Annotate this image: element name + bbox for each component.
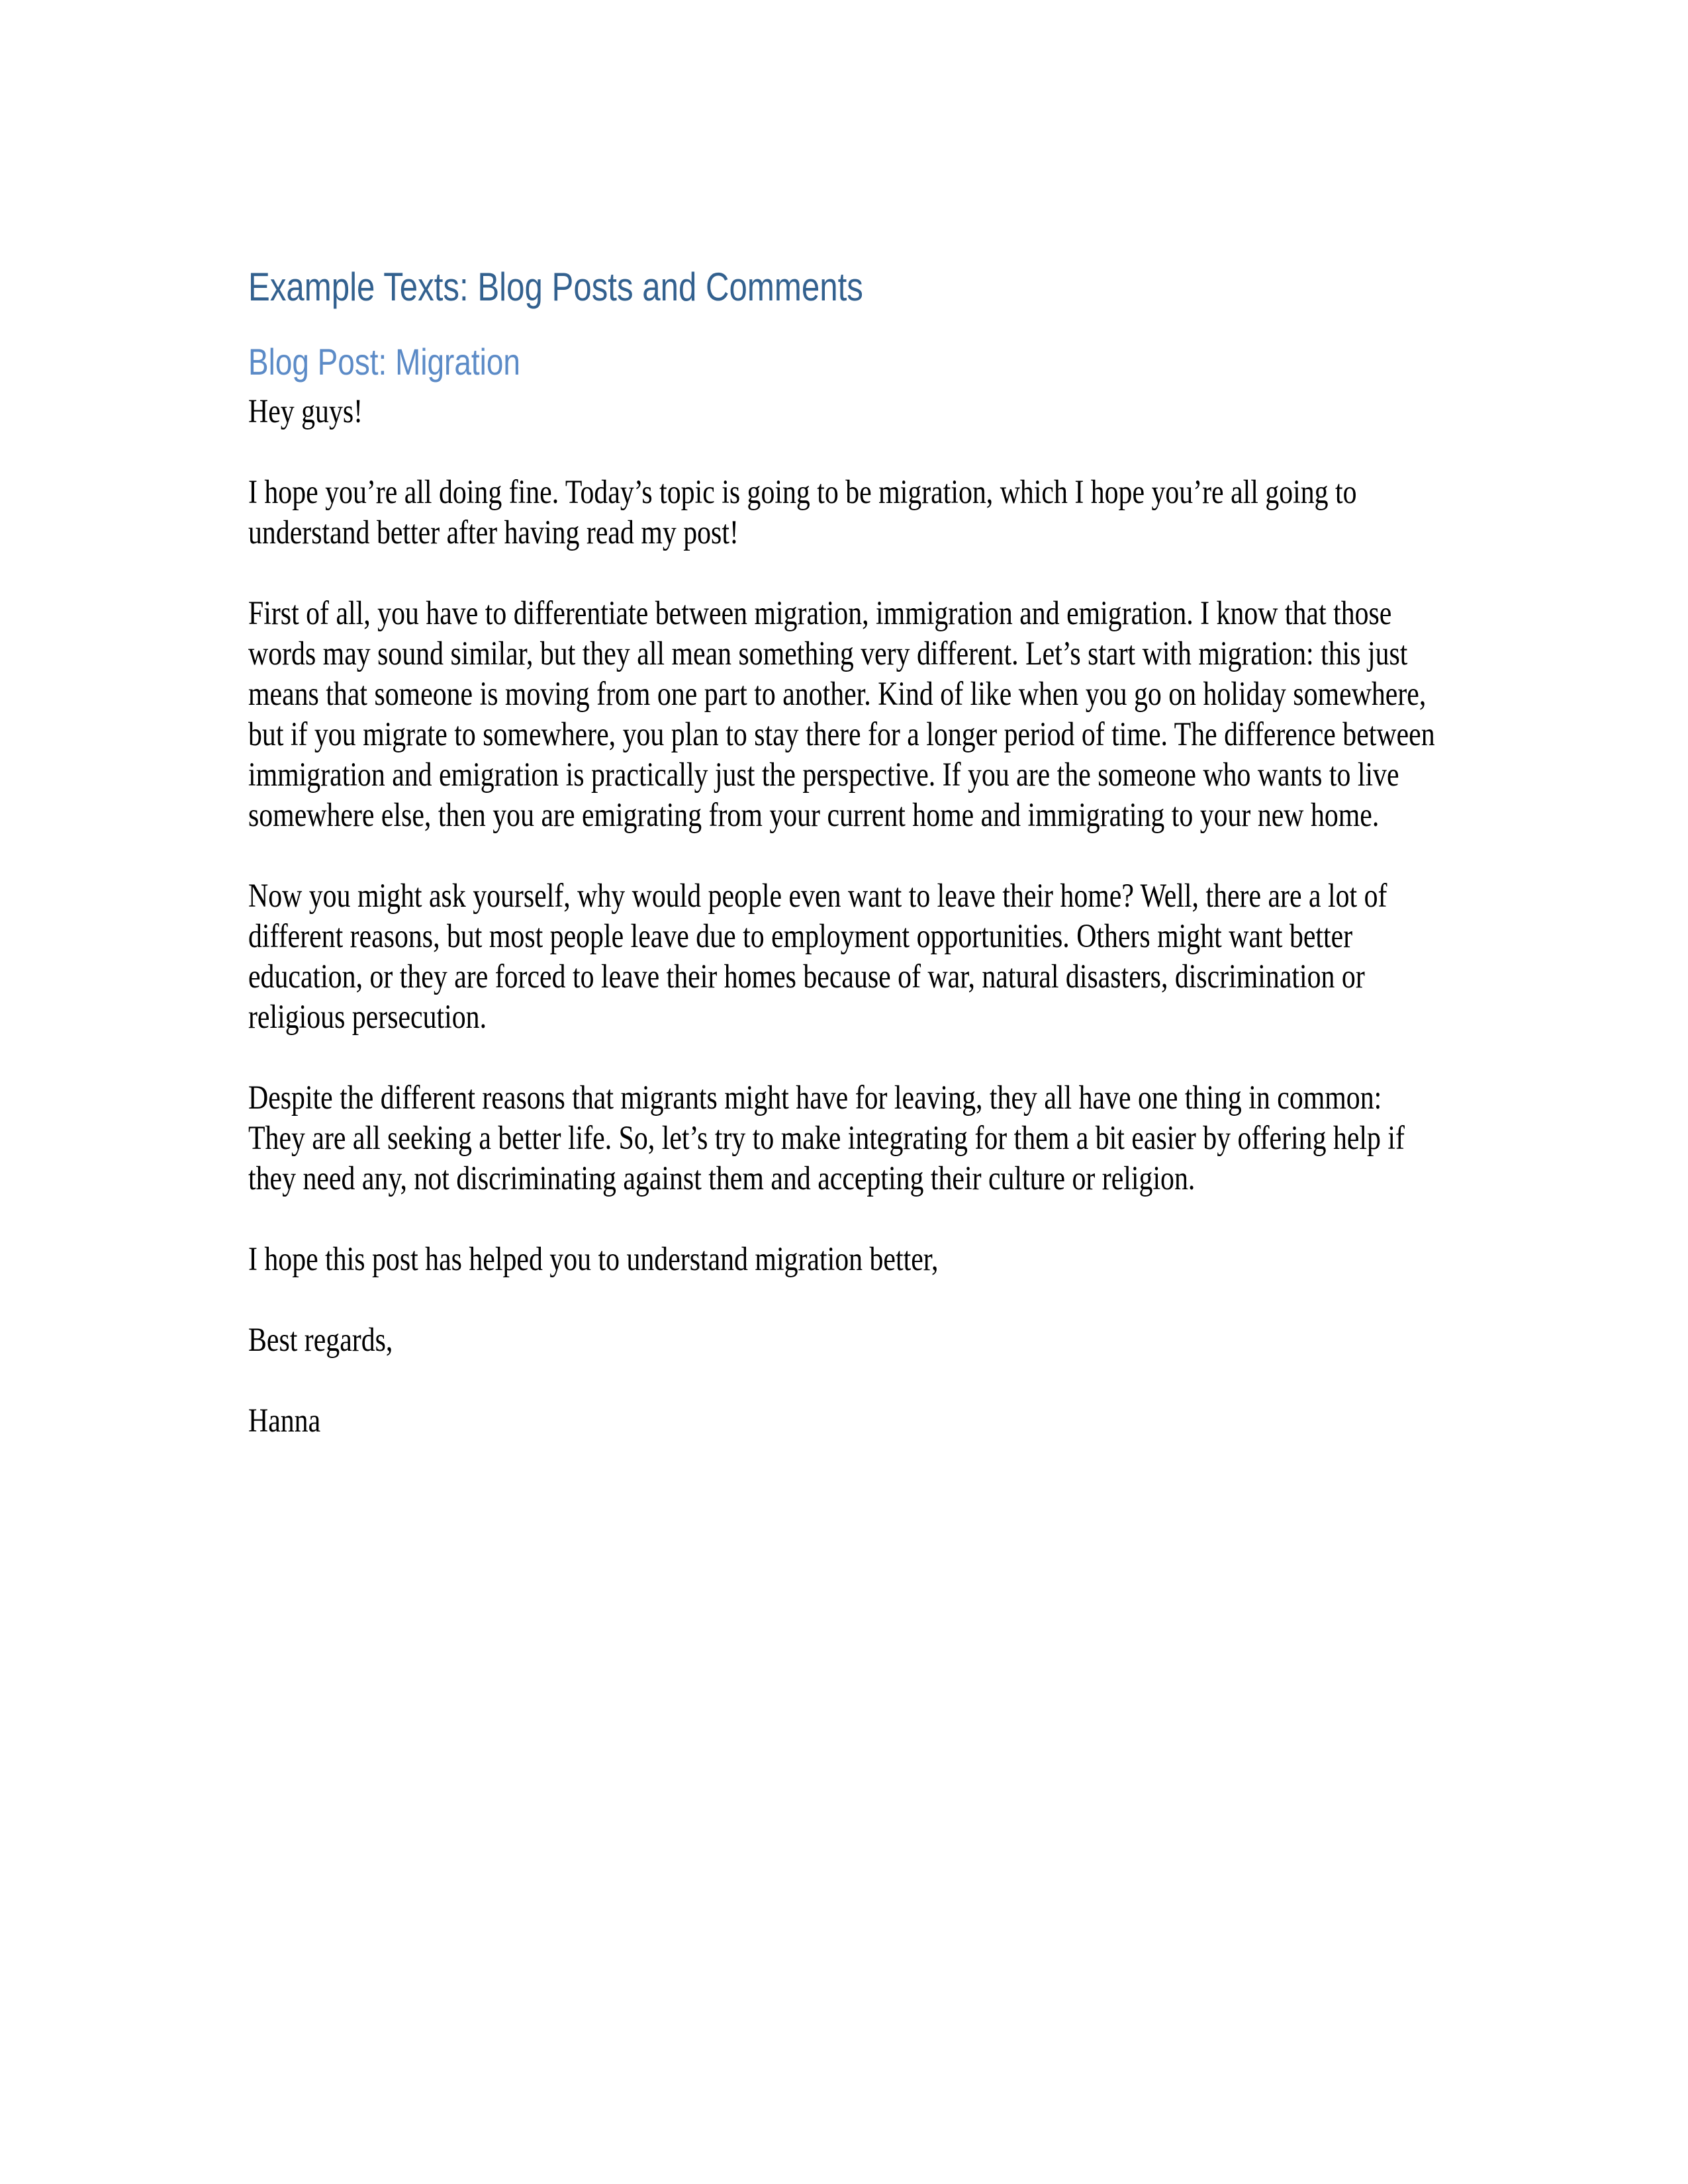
paragraph-closing: I hope this post has helped you to understand migration better, <box>248 1241 939 1278</box>
paragraph-signoff: Best regards, <box>248 1322 393 1359</box>
document-content <box>248 263 1440 1441</box>
paragraph-conclusion: Despite the different reasons that migrants might have for leaving, they all have one thing in common: They are all seeking a better life. So, let’s try to make integrating for them a bit easier by offering help if they need any, not discriminating against them and accepting their culture or religion. <box>248 1079 1405 1197</box>
paragraph-signature: Hanna <box>248 1402 321 1439</box>
paragraph-reasons: Now you might ask yourself, why would people even want to leave their home? Well, there are a lot of different reasons, but most people leave due to employment opportunities. Others might want better education, or they are forced to leave their homes because of war, natural disasters, discrimination or religious persecution. <box>248 878 1387 1036</box>
document-title: Example Texts: Blog Posts and Comments <box>248 265 863 309</box>
paragraph-definitions: First of all, you have to differentiate between migration, immigration and emigration. I know that those words may sound similar, but they all mean something very different. Let’s start with migration: this just means that someone is moving from one part to another. Kind of like when you go on holiday somewhere, but if you migrate to somewhere, you plan to stay there for a longer period of time. The difference between immigration and emigration is practically just the perspective. If you are the someone who wants to live somewhere else, then you are emigrating from your current home and immigrating to your new home. <box>248 595 1435 834</box>
section-heading-blog-post-migration: Blog Post: Migration <box>248 341 520 383</box>
paragraph-greeting: Hey guys! <box>248 393 363 430</box>
paragraph-intro: I hope you’re all doing fine. Today’s topic is going to be migration, which I hope you’re all going to understand better after having read my post! <box>248 474 1357 551</box>
